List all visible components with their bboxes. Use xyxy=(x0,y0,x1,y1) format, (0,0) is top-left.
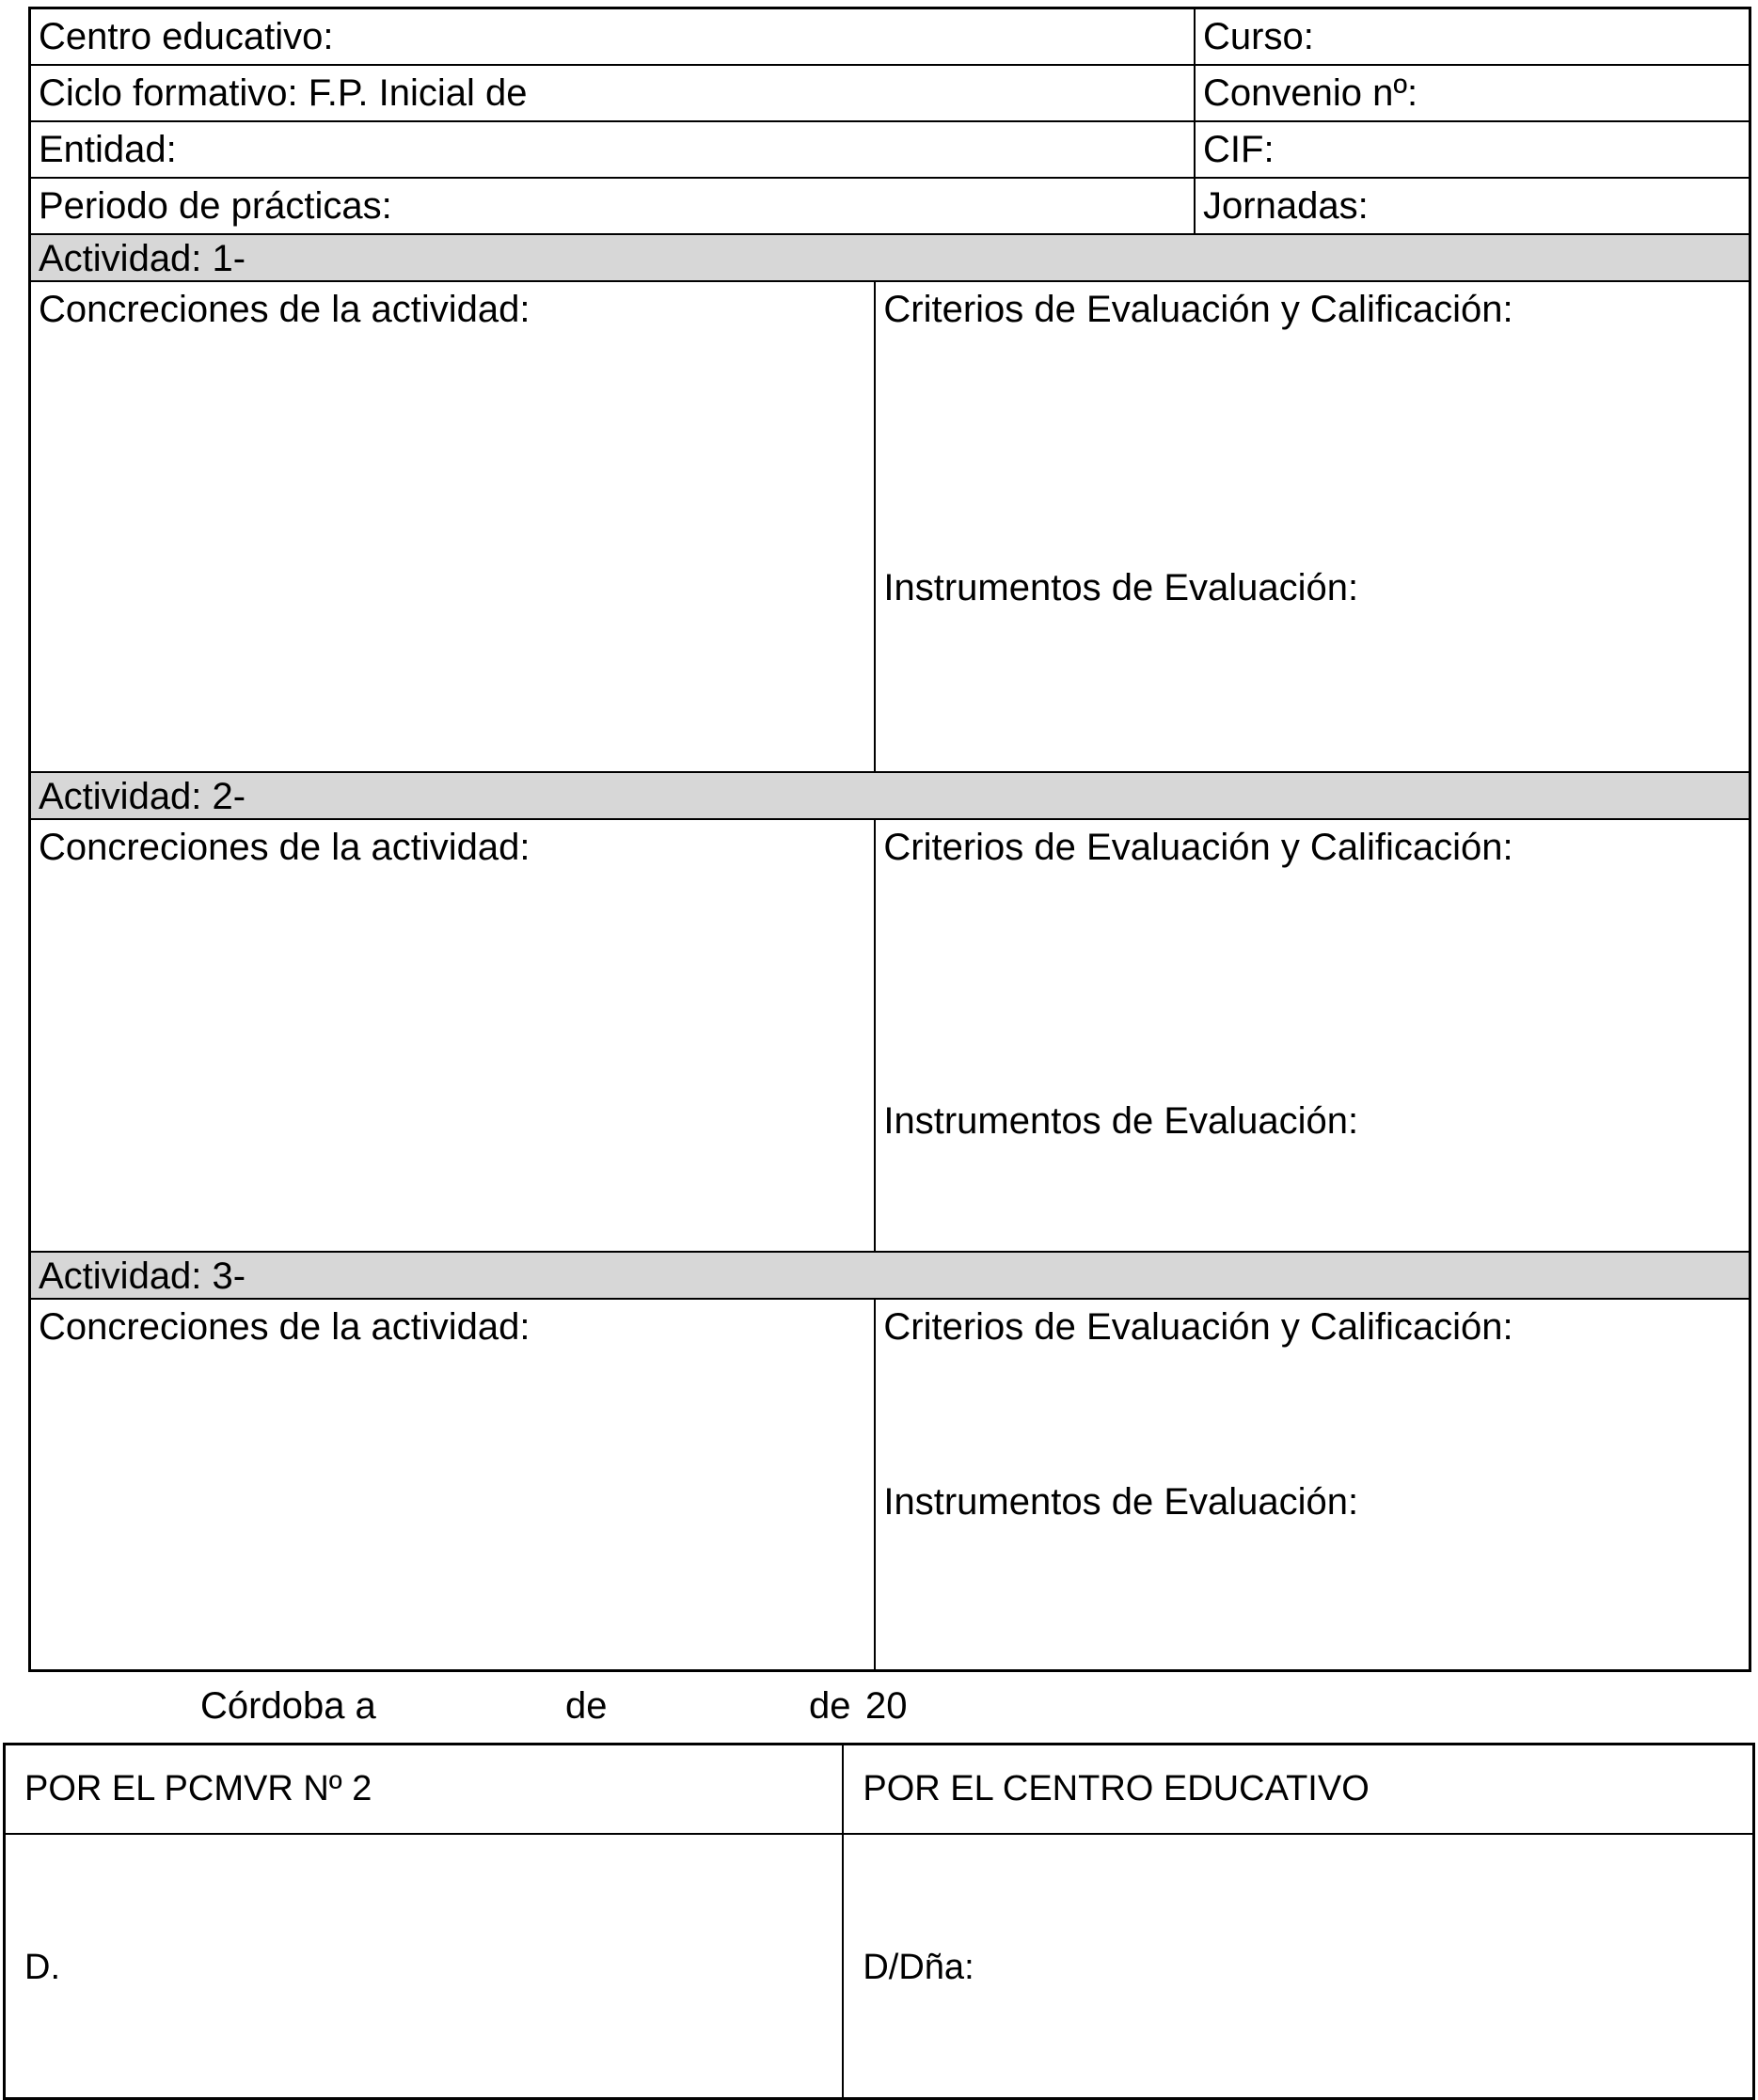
activity-2-concreciones-label: Concreciones de la actividad: xyxy=(39,827,531,868)
dateline-of-year: de xyxy=(809,1685,851,1727)
practice-agreement-form-table xyxy=(28,7,1751,1672)
activity-3-criterios-label: Criterios de Evaluación y Calificación: xyxy=(883,1306,1513,1348)
centro-signer-label: D/Dña: xyxy=(863,1948,974,1987)
activity-2-header xyxy=(31,773,1749,820)
activity-1-concreciones-cell xyxy=(31,282,876,771)
activity-2-header-label: Actividad: 2- xyxy=(39,776,246,817)
activity-3-instrumentos-label: Instrumentos de Evaluación: xyxy=(883,1481,1359,1523)
pcmvr-header-cell xyxy=(6,1745,844,1833)
activity-2-evaluacion-cell xyxy=(876,820,1749,1251)
activity-1-header-label: Actividad: 1- xyxy=(39,238,246,279)
activity-1-criterios-label: Criterios de Evaluación y Calificación: xyxy=(883,289,1513,330)
cell-cif xyxy=(1196,122,1749,177)
row-centro-curso xyxy=(31,9,1749,66)
signatures-header-row xyxy=(6,1745,1752,1835)
cell-ciclo-formativo xyxy=(31,66,1196,120)
jornadas-label: Jornadas: xyxy=(1203,185,1369,227)
centro-signer-cell xyxy=(844,1835,1752,2097)
cell-periodo-practicas xyxy=(31,179,1196,233)
entidad-label: Entidad: xyxy=(39,129,177,170)
cell-curso xyxy=(1196,9,1749,64)
activity-1-concreciones-label: Concreciones de la actividad: xyxy=(39,289,531,330)
curso-label: Curso: xyxy=(1203,16,1314,57)
cif-label: CIF: xyxy=(1203,129,1275,170)
activity-1-instrumentos-label: Instrumentos de Evaluación: xyxy=(883,567,1359,608)
row-periodo-jornadas xyxy=(31,179,1749,235)
activity-3-header-label: Actividad: 3- xyxy=(39,1255,246,1297)
activity-2-concreciones-cell xyxy=(31,820,876,1251)
activity-1-evaluacion-cell xyxy=(876,282,1749,771)
cell-entidad xyxy=(31,122,1196,177)
dateline xyxy=(0,1683,1758,1730)
centro-educativo-label: Centro educativo: xyxy=(39,16,334,57)
activity-3-content xyxy=(31,1300,1749,1669)
row-entidad-cif xyxy=(31,122,1749,179)
activity-2-content xyxy=(31,820,1749,1253)
centro-educativo-header-label: POR EL CENTRO EDUCATIVO xyxy=(863,1769,1370,1808)
activity-2-criterios-label: Criterios de Evaluación y Calificación: xyxy=(883,827,1513,868)
activity-1-content xyxy=(31,282,1749,773)
activity-3-header xyxy=(31,1253,1749,1300)
dateline-city: Córdoba a xyxy=(200,1685,376,1727)
cell-jornadas xyxy=(1196,179,1749,233)
dateline-year-prefix: 20 xyxy=(865,1685,908,1727)
dateline-of-month: de xyxy=(565,1685,608,1727)
pcmvr-signer-label: D. xyxy=(24,1948,60,1987)
signatures-body-row xyxy=(6,1835,1752,2097)
pcmvr-header-label: POR EL PCMVR Nº 2 xyxy=(24,1769,372,1808)
activity-3-concreciones-cell xyxy=(31,1300,876,1669)
cell-convenio xyxy=(1196,66,1749,120)
activity-3-concreciones-label: Concreciones de la actividad: xyxy=(39,1306,531,1348)
convenio-label: Convenio nº: xyxy=(1203,72,1418,114)
activity-3-evaluacion-cell xyxy=(876,1300,1749,1669)
centro-educativo-header-cell xyxy=(844,1745,1752,1833)
periodo-practicas-label: Periodo de prácticas: xyxy=(39,185,392,227)
cell-centro-educativo xyxy=(31,9,1196,64)
row-ciclo-convenio xyxy=(31,66,1749,122)
ciclo-formativo-label: Ciclo formativo: F.P. Inicial de xyxy=(39,72,528,114)
activity-2-instrumentos-label: Instrumentos de Evaluación: xyxy=(883,1100,1359,1142)
pcmvr-signer-cell xyxy=(6,1835,844,2097)
signatures-table xyxy=(3,1743,1755,2100)
activity-1-header xyxy=(31,235,1749,282)
